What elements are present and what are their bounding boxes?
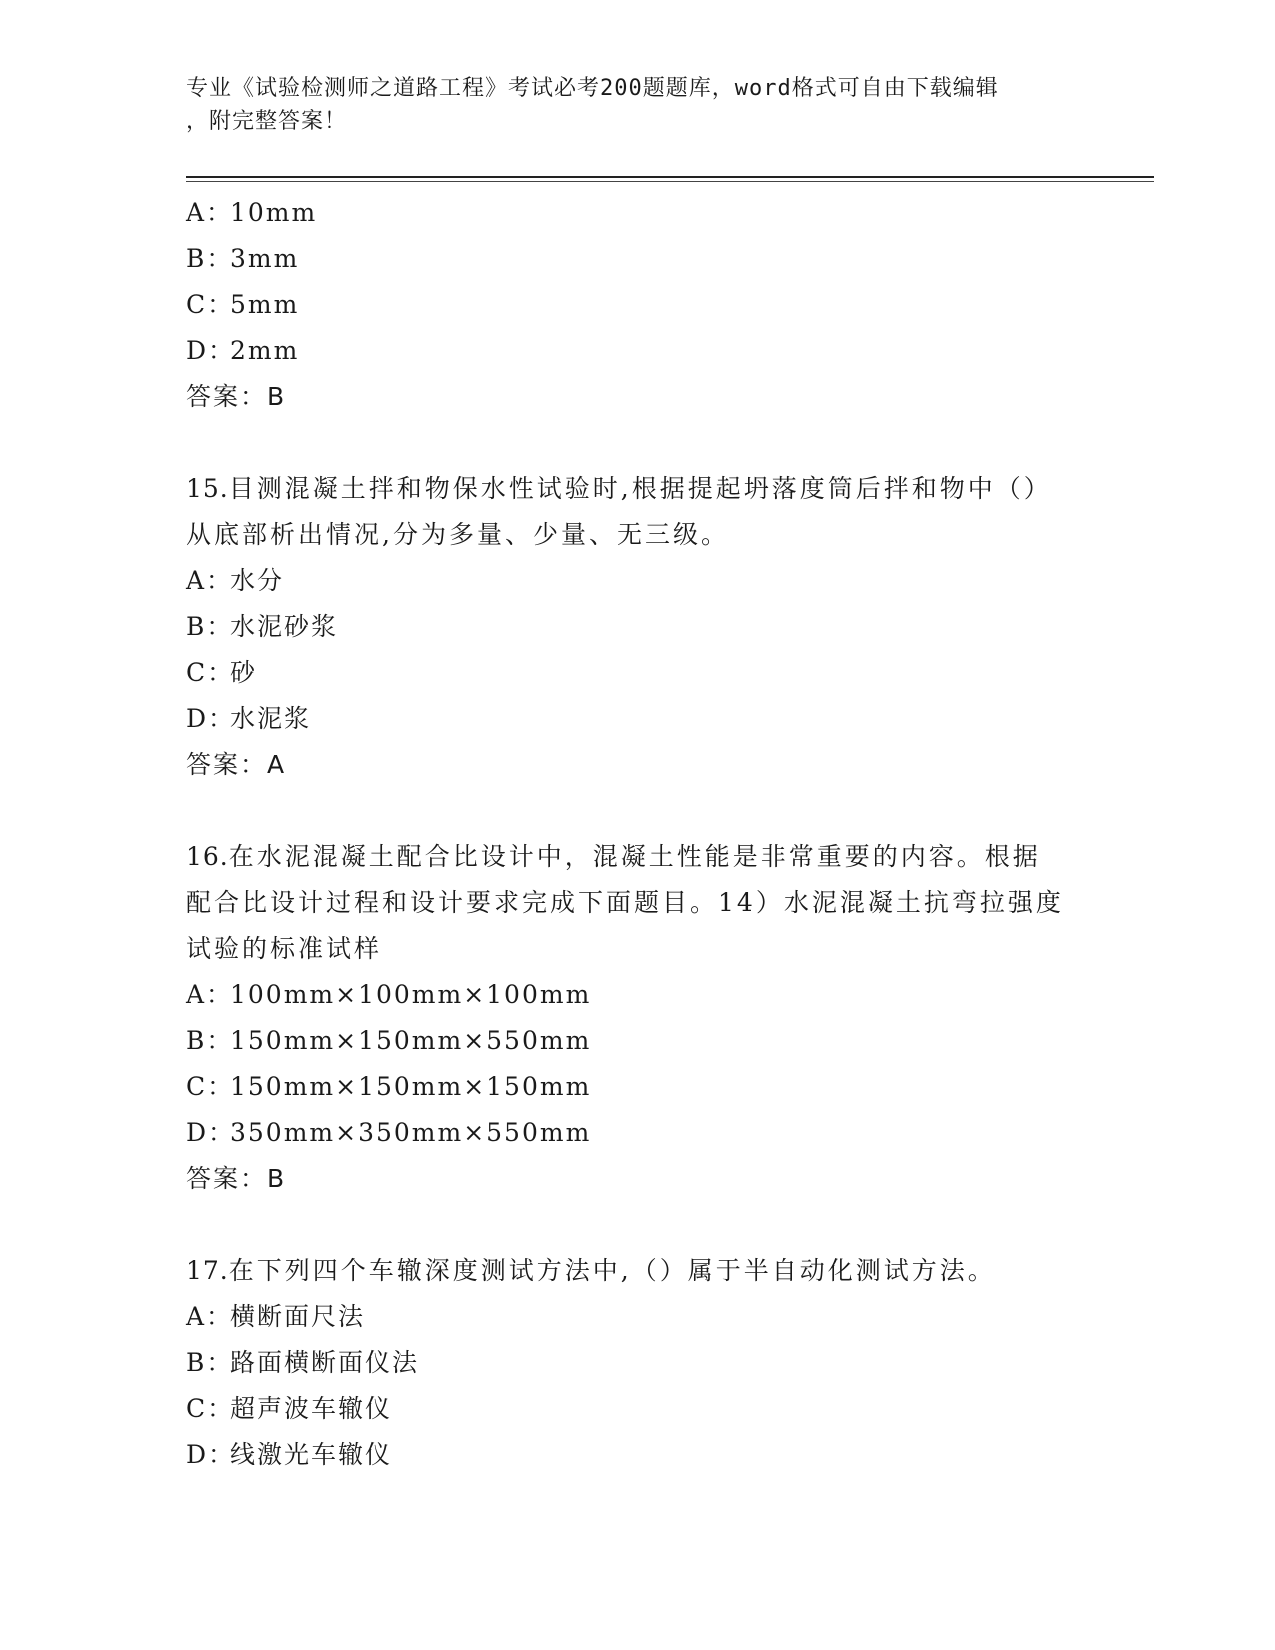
option-d: D：2mm xyxy=(186,336,300,365)
option-b: B：3mm xyxy=(186,244,300,273)
header-rule-thin xyxy=(186,181,1154,182)
question-text: 15.目测混凝土拌和物保水性试验时,根据提起坍落度筒后拌和物中（）从底部析出情况,分为多量、少量、无三级。 xyxy=(186,474,1052,549)
option-a: A：水分 xyxy=(186,566,285,595)
option-d: D：线激光车辙仪 xyxy=(186,1440,393,1469)
option-c: C：5mm xyxy=(186,290,300,319)
spacer xyxy=(186,788,1066,834)
header-line-2: ，附完整答案！ xyxy=(186,109,348,134)
option-a: A：100mm×100mm×100mm xyxy=(186,980,592,1009)
option-a: A：10mm xyxy=(186,198,318,227)
option-b: B：150mm×150mm×550mm xyxy=(186,1026,592,1055)
answer-line: 答案：B xyxy=(186,382,287,411)
document-header xyxy=(186,72,1066,138)
option-b: B：水泥砂浆 xyxy=(186,612,339,641)
option-c: C：150mm×150mm×150mm xyxy=(186,1072,592,1101)
option-a: A：横断面尺法 xyxy=(186,1302,366,1331)
question-text: 16.在水泥混凝土配合比设计中，混凝土性能是非常重要的内容。根据配合比设计过程和设计要求完成下面题目。14）水泥混凝土抗弯拉强度试验的标准试样 xyxy=(186,842,1064,963)
spacer xyxy=(186,1202,1066,1248)
answer-line: 答案：A xyxy=(186,750,287,779)
header-line-1: 专业《试验检测师之道路工程》考试必考200题题库，word格式可自由下载编辑 xyxy=(186,76,999,101)
header-rule-thick xyxy=(186,176,1154,178)
option-d: D：水泥浆 xyxy=(186,704,312,733)
question-16 xyxy=(186,834,1066,1202)
question-17 xyxy=(186,1248,1066,1478)
option-d: D：350mm×350mm×550mm xyxy=(186,1118,592,1147)
option-c: C：超声波车辙仪 xyxy=(186,1394,393,1423)
spacer xyxy=(186,420,1066,466)
question-14 xyxy=(186,190,1066,420)
question-text: 17.在下列四个车辙深度测试方法中,（）属于半自动化测试方法。 xyxy=(186,1256,996,1285)
question-list xyxy=(186,190,1066,1478)
question-15 xyxy=(186,466,1066,788)
option-c: C：砂 xyxy=(186,658,258,687)
option-b: B：路面横断面仪法 xyxy=(186,1348,420,1377)
answer-line: 答案：B xyxy=(186,1164,287,1193)
